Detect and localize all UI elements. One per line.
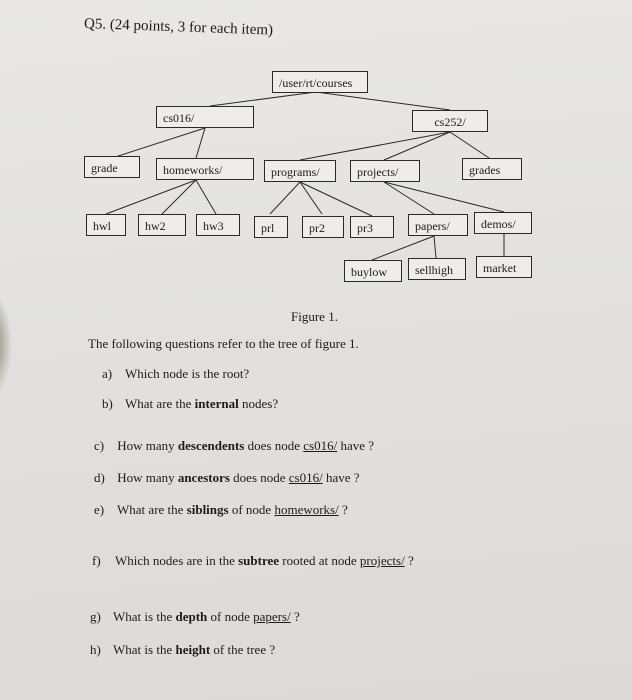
question-text-rest: of node [228,502,275,517]
question-text-rest: rooted at node [279,553,360,568]
edge-cs252-projects [384,132,450,160]
question-node-ref: cs016/ [303,438,338,453]
question-keyword: ancestors [177,470,230,485]
tree-node-homeworks: homeworks/ [156,158,254,180]
figure-caption: Figure 1. [291,309,338,324]
question-node-ref: cs016/ [288,470,323,485]
tree-node-hw2: hw2 [138,214,186,236]
question-d [94,470,360,486]
question-text: What are the [117,502,187,517]
tree-node-market: market [476,256,532,278]
question-text-rest: does node [244,438,304,453]
question-label: d) [94,470,105,485]
question-text: How many [117,470,178,485]
question-text-end: have ? [322,470,360,485]
edge-cs252-grades [450,132,492,160]
question-node-ref: homeworks/ [274,502,339,517]
question-label: b) [102,396,113,411]
question-text: What are the [125,396,195,411]
question-node-ref: papers/ [253,609,291,624]
finger-shadow [0,290,12,400]
question-text-end: ? [338,502,348,517]
question-f [92,553,414,569]
question-text-rest: of node [207,609,254,624]
edge-cs016-homeworks [196,128,205,158]
edge-root-cs016 [210,92,316,106]
tree-node-buylow: buylow [344,260,402,282]
edge-cs252-programs [300,132,450,160]
question-text-end: have ? [337,438,374,453]
question-text: Which node is the root? [125,366,250,381]
tree-node-programs: programs/ [264,160,336,182]
edge-papers-buylow [372,236,434,260]
tree-node-demos: demos/ [474,212,532,234]
question-b [102,396,278,412]
edge-projects-papers [384,182,434,214]
question-text-rest: does node [229,470,289,485]
question-keyword: siblings [186,502,229,517]
question-a [102,366,249,382]
tree-node-grades: grades [462,158,522,180]
question-node-ref: projects/ [359,553,405,568]
question-label: f) [92,553,101,568]
question-text-end: ? [404,553,414,568]
question-text-rest: of the tree ? [210,642,276,657]
tree-node-sellhigh: sellhigh [408,258,466,280]
tree-node-cs252: cs252/ [412,110,488,132]
edge-programs-pr1 [270,182,300,214]
tree-node-cs016: cs016/ [156,106,254,128]
edge-root-cs252 [316,92,450,110]
tree-node-root: /user/rt/courses [272,71,368,93]
tree-node-hw3: hw3 [196,214,240,236]
question-e [94,502,348,518]
tree-node-pr3: pr3 [350,216,394,238]
question-text: Which nodes are in the [115,553,239,568]
edge-homeworks-hw1 [106,180,196,214]
tree-node-projects: projects/ [350,160,420,182]
question-h [90,642,275,658]
question-text: What is the [113,642,176,657]
edge-homeworks-hw2 [162,180,196,214]
tree-node-hw1: hwl [86,214,126,236]
question-text: What is the [113,609,176,624]
question-keyword: subtree [238,553,280,568]
question-keyword: descendents [177,438,245,453]
question-keyword: depth [175,609,208,624]
question-label: e) [94,502,105,517]
question-label: c) [94,438,105,453]
question-text: How many [117,438,178,453]
question-text-rest: nodes? [238,396,279,411]
tree-node-pr1: prl [254,216,288,238]
question-g [90,609,300,625]
edge-homeworks-hw3 [196,180,216,214]
question-c [94,438,374,454]
tree-node-grade: grade [84,156,140,178]
question-keyword: height [175,642,211,657]
tree-node-papers: papers/ [408,214,468,236]
question-label: g) [90,609,101,624]
tree-node-pr2: pr2 [302,216,344,238]
question-label: h) [90,642,101,657]
edge-cs016-grade [112,128,205,158]
question-text-end: ? [290,609,300,624]
edge-projects-demos [384,182,504,212]
tree-figure-edges [0,0,632,300]
edge-papers-sellhigh [434,236,436,258]
intro-text: The following questions refer to the tree of figure 1. [88,336,359,351]
question-keyword: internal [194,396,239,411]
question-label: a) [102,366,113,381]
question-title: Q5. (24 points, 3 for each item) [83,16,274,39]
edge-programs-pr3 [300,182,372,216]
